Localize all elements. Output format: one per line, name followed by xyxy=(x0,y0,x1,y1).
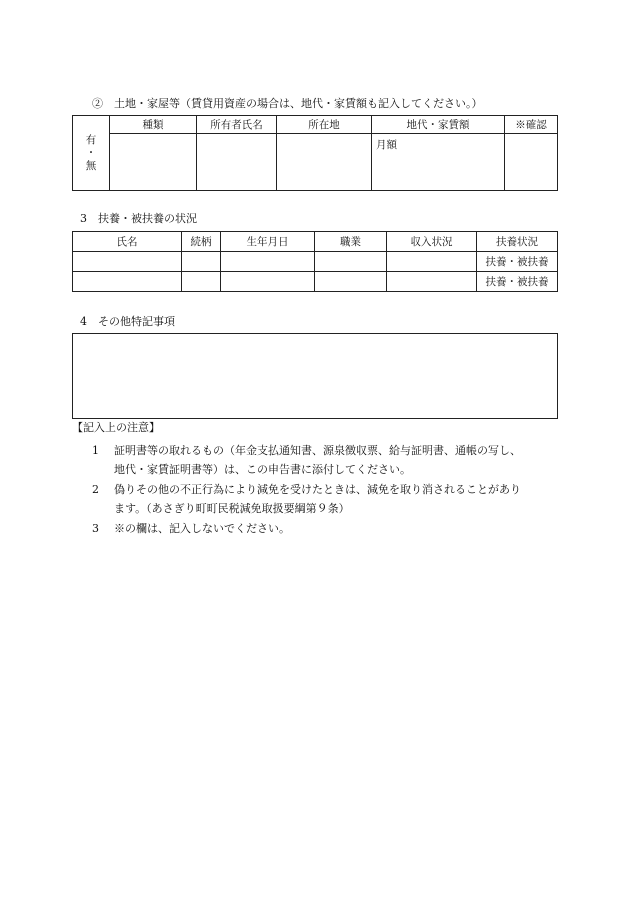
relationship-field[interactable] xyxy=(182,252,221,272)
note-3-number: 3 xyxy=(92,522,99,535)
note-1-line-2: 地代・家賃証明書等）は、この申告書に添付してください。 xyxy=(114,463,411,476)
name-field[interactable] xyxy=(73,272,182,292)
column-header-relationship: 続柄 xyxy=(182,232,221,252)
birthdate-field[interactable] xyxy=(221,272,315,292)
other-remarks-heading: 4 その他特記事項 xyxy=(80,315,175,328)
column-header-birthdate: 生年月日 xyxy=(221,232,315,252)
column-header-support-status: 扶養状況 xyxy=(477,232,558,252)
owner-name-field[interactable] xyxy=(197,134,277,191)
column-header-rent-amount: 地代・家賃額 xyxy=(372,116,505,134)
ownership-label-cell xyxy=(73,116,110,191)
support-status-option[interactable]: 扶養・被扶養 xyxy=(477,252,558,272)
occupation-field[interactable] xyxy=(315,252,387,272)
note-3-line-1: ※の欄は、記入しないでください。 xyxy=(114,522,290,535)
confirmation-field xyxy=(505,134,558,191)
name-field[interactable] xyxy=(73,252,182,272)
notes-title: 【記入上の注意】 xyxy=(72,421,160,434)
relationship-field[interactable] xyxy=(182,272,221,292)
column-header-type: 種類 xyxy=(110,116,197,134)
land-section-heading: ② 土地・家屋等（賃貸用資産の場合は、地代・家賃額も記入してください。） xyxy=(92,97,483,110)
ownership-label-no: 無 xyxy=(85,159,97,172)
column-header-income-status: 収入状況 xyxy=(387,232,477,252)
ownership-label-dot: ・ xyxy=(85,146,97,159)
note-2-number: 2 xyxy=(92,483,99,496)
dependents-section-heading: 3 扶養・被扶養の状況 xyxy=(80,212,197,225)
column-header-name: 氏名 xyxy=(73,232,182,252)
occupation-field[interactable] xyxy=(315,272,387,292)
ownership-label-yes: 有 xyxy=(85,133,97,146)
note-2-line-1: 偽りその他の不正行為により減免を受けたときは、減免を取り消されることがあり xyxy=(114,483,521,496)
other-remarks-field[interactable] xyxy=(72,333,558,419)
column-header-confirmation: ※確認 xyxy=(505,116,558,134)
land-table xyxy=(72,115,558,191)
support-status-option[interactable]: 扶養・被扶養 xyxy=(477,272,558,292)
note-2-line-2: ます。（あさぎり町町民税減免取扱要綱第９条） xyxy=(114,502,350,515)
rent-amount-field[interactable] xyxy=(372,134,505,191)
dependents-table xyxy=(72,231,558,292)
income-status-field[interactable] xyxy=(387,252,477,272)
note-1-line-1: 証明書等の取れるもの（年金支払通知書、源泉徴収票、給与証明書、通帳の写し、 xyxy=(114,444,521,457)
location-field[interactable] xyxy=(277,134,372,191)
monthly-label: 月額 xyxy=(376,139,397,151)
birthdate-field[interactable] xyxy=(221,252,315,272)
column-header-owner-name: 所有者氏名 xyxy=(197,116,277,134)
column-header-location: 所在地 xyxy=(277,116,372,134)
column-header-occupation: 職業 xyxy=(315,232,387,252)
table-row xyxy=(73,252,558,272)
type-field[interactable] xyxy=(110,134,197,191)
income-status-field[interactable] xyxy=(387,272,477,292)
table-row xyxy=(73,272,558,292)
note-1-number: 1 xyxy=(92,444,99,457)
